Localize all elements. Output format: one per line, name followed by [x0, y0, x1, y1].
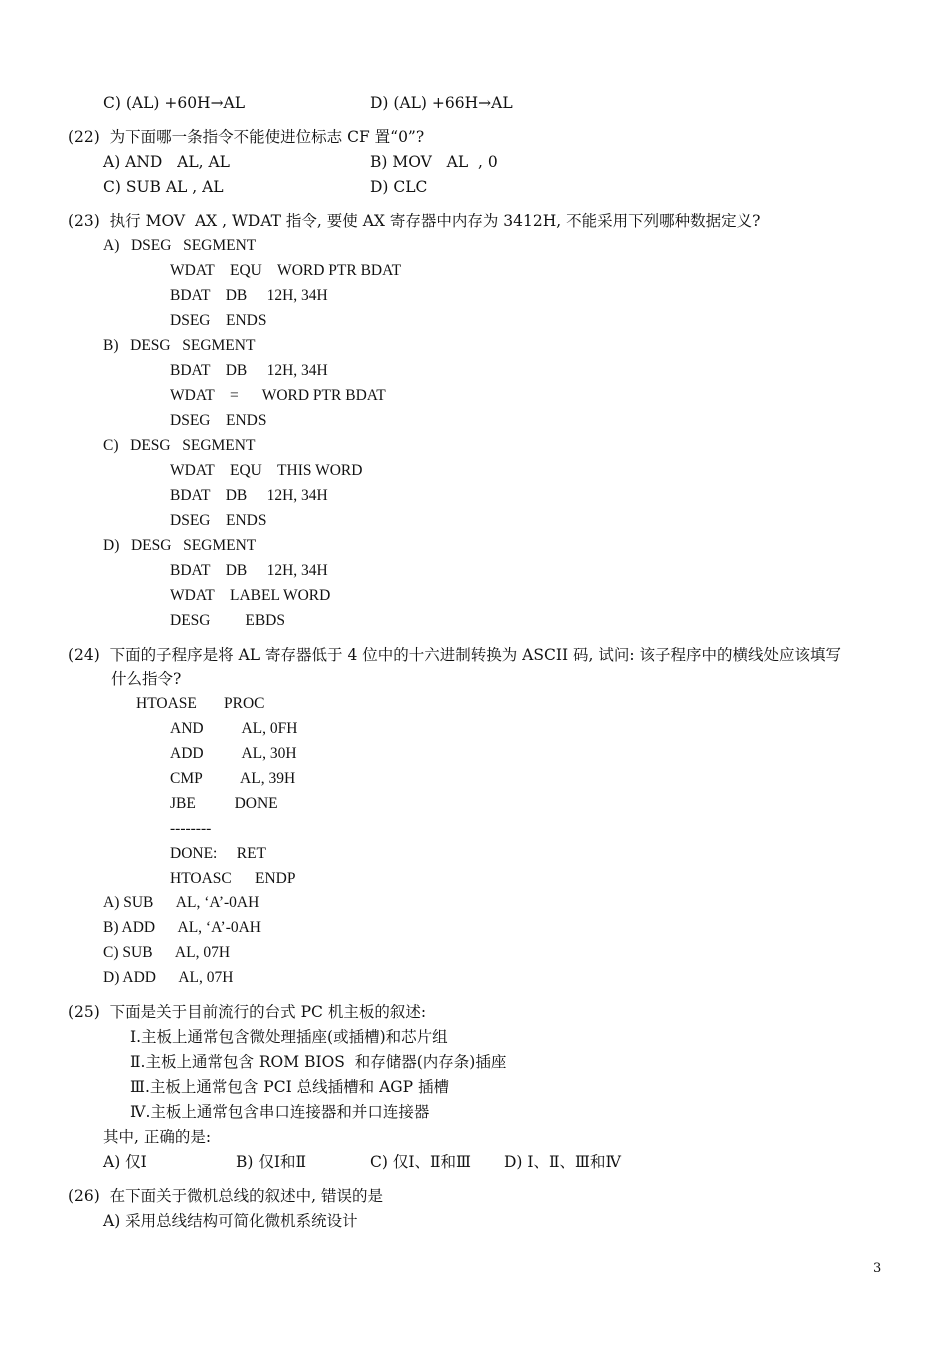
q24-option-a: A) SUB AL, ‘A’-0AH	[103, 894, 260, 911]
code-line: AND AL, 0FH	[170, 720, 298, 737]
code-line: BDAT DB 12H, 34H	[170, 562, 328, 579]
code-line: BDAT DB 12H, 34H	[170, 287, 328, 304]
statement-item: Ⅲ.主板上通常包含 PCI 总线插槽和 AGP 插槽	[130, 1078, 449, 1096]
statement-item: Ⅳ.主板上通常包含串口连接器和并口连接器	[130, 1103, 430, 1121]
code-line: DSEG ENDS	[170, 512, 267, 529]
code-line: HTOASC ENDP	[170, 870, 296, 887]
q24-option-c: C) SUB AL, 07H	[103, 944, 231, 961]
question-25-stem: (25) 下面是关于目前流行的台式 PC 机主板的叙述:	[68, 1003, 427, 1021]
q23-option-c-label: C) DESG SEGMENT	[103, 437, 256, 454]
code-line: JBE DONE	[170, 795, 278, 812]
code-head: HTOASE PROC	[136, 695, 265, 712]
statement-item: Ⅰ.主板上通常包含微处理插座(或插槽)和芯片组	[130, 1028, 448, 1046]
code-line: DSEG ENDS	[170, 412, 267, 429]
q23-option-a-label: A) DSEG SEGMENT	[103, 237, 257, 254]
code-line: DONE: RET	[170, 845, 267, 862]
question-24-stem: (24) 下面的子程序是将 AL 寄存器低于 4 位中的十六进制转换为 ASCII 码, 试问: 该子程序中的横线处应该填写	[68, 646, 842, 664]
question-26-stem: (26) 在下面关于微机总线的叙述中, 错误的是	[68, 1187, 384, 1205]
code-line: CMP AL, 39H	[170, 770, 296, 787]
code-line: DESG EBDS	[170, 612, 285, 629]
q25-option-c: C) 仅Ⅰ、Ⅱ和Ⅲ	[370, 1153, 471, 1171]
q24-option-b: B) ADD AL, ‘A’-0AH	[103, 919, 262, 936]
q24-option-d: D) ADD AL, 07H	[103, 969, 234, 986]
code-line: WDAT = WORD PTR BDAT	[170, 387, 386, 404]
question-24-stem-cont: 什么指令?	[111, 670, 182, 688]
q25-prompt: 其中, 正确的是:	[103, 1128, 212, 1146]
q22-option-a: A) AND AL, AL	[103, 153, 230, 171]
question-22-stem: (22) 为下面哪一条指令不能使进位标志 CF 置“0”?	[68, 128, 425, 146]
q25-option-d: D) Ⅰ、Ⅱ、Ⅲ和Ⅳ	[504, 1153, 621, 1171]
code-line: ADD AL, 30H	[170, 745, 297, 762]
q22-option-b: B) MOV AL , 0	[370, 153, 498, 171]
q26-option-a: A) 采用总线结构可简化微机系统设计	[103, 1212, 358, 1230]
code-blank-line: --------	[170, 820, 212, 837]
code-line: WDAT LABEL WORD	[170, 587, 331, 604]
q22-option-d: D) CLC	[370, 178, 428, 196]
q22-option-c: C) SUB AL , AL	[103, 178, 224, 196]
option-d: D) (AL) +66H→AL	[370, 94, 513, 112]
q23-option-b-label: B) DESG SEGMENT	[103, 337, 256, 354]
q25-option-b: B) 仅Ⅰ和Ⅱ	[236, 1153, 307, 1171]
code-line: BDAT DB 12H, 34H	[170, 487, 328, 504]
statement-item: Ⅱ.主板上通常包含 ROM BIOS 和存储器(内存条)插座	[130, 1053, 507, 1071]
code-line: WDAT EQU WORD PTR BDAT	[170, 262, 402, 279]
option-c: C) (AL) +60H→AL	[103, 94, 246, 112]
q25-option-a: A) 仅Ⅰ	[103, 1153, 147, 1171]
code-line: BDAT DB 12H, 34H	[170, 362, 328, 379]
code-line: WDAT EQU THIS WORD	[170, 462, 363, 479]
q23-option-d-label: D) DESG SEGMENT	[103, 537, 257, 554]
page-number: 3	[873, 1261, 882, 1276]
code-line: DSEG ENDS	[170, 312, 267, 329]
question-23-stem: (23) 执行 MOV AX , WDAT 指令, 要使 AX 寄存器中内存为 3412H, 不能采用下列哪种数据定义?	[68, 212, 761, 230]
